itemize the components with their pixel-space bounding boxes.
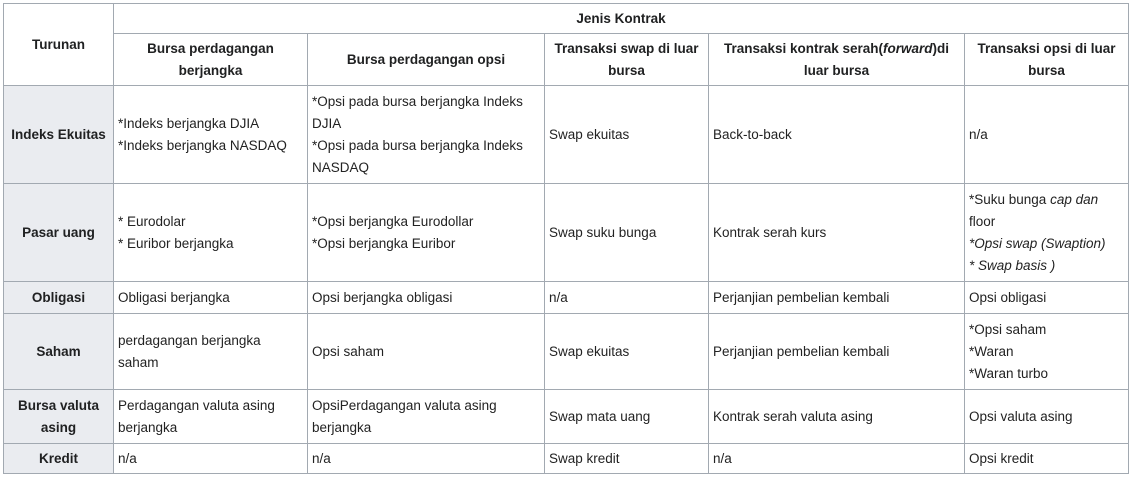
row-header: Bursa valuta asing (4, 390, 114, 444)
corner-header: Turunan (4, 4, 114, 86)
cell-line: *Indeks berjangka DJIA (118, 115, 260, 131)
table-cell: Perjanjian pembelian kembali (709, 314, 965, 390)
table-cell: Swap mata uang (545, 390, 709, 444)
column-header (709, 34, 965, 86)
table-cell: Opsi obligasi (965, 282, 1129, 314)
cell-part: cap dan (1050, 191, 1099, 207)
row-header: Pasar uang (4, 184, 114, 282)
table-cell (114, 184, 308, 282)
cell-part: *Suku bunga (969, 191, 1051, 207)
column-header-part: Transaksi kontrak serah( (723, 40, 884, 56)
row-header: Saham (4, 314, 114, 390)
cell-line: * Swap basis ) (969, 257, 1056, 273)
cell-line: *Opsi berjangka Euribor (312, 235, 456, 251)
cell-line: *Waran turbo (969, 365, 1049, 381)
table-cell: Obligasi berjangka (114, 282, 308, 314)
table-cell: n/a (308, 444, 545, 474)
table-cell (308, 86, 545, 184)
table-cell: Perdagangan valuta asing berjangka (114, 390, 308, 444)
table-cell: perdagangan berjangka saham (114, 314, 308, 390)
row-header: Kredit (4, 444, 114, 474)
table-cell: n/a (114, 444, 308, 474)
derivatives-table (3, 3, 1129, 474)
cell-line: *Opsi pada bursa berjangka Indeks NASDAQ (312, 137, 523, 175)
group-header: Jenis Kontrak (114, 4, 1129, 34)
table-cell: Back-to-back (709, 86, 965, 184)
column-header: Bursa perdagangan opsi (308, 34, 545, 86)
cell-line: floor (969, 213, 996, 229)
table-cell (308, 184, 545, 282)
table-cell: Opsi valuta asing (965, 390, 1129, 444)
table-cell: Swap ekuitas (545, 86, 709, 184)
table-cell: n/a (709, 444, 965, 474)
cell-line: * Eurodolar (118, 213, 186, 229)
cell-line: * Euribor berjangka (118, 235, 234, 251)
row-header: Indeks Ekuitas (4, 86, 114, 184)
table-cell: n/a (545, 282, 709, 314)
table-cell: OpsiPerdagangan valuta asing berjangka (308, 390, 545, 444)
table-cell: Kontrak serah kurs (709, 184, 965, 282)
table-cell: Opsi kredit (965, 444, 1129, 474)
cell-line: *Indeks berjangka NASDAQ (118, 137, 287, 153)
table-cell: Perjanjian pembelian kembali (709, 282, 965, 314)
column-header: Transaksi opsi di luar bursa (965, 34, 1129, 86)
column-header-part: forward (883, 40, 933, 56)
cell-line: *Opsi berjangka Eurodollar (312, 213, 474, 229)
table-row (4, 314, 1129, 390)
cell-line: *Opsi swap (Swaption) (969, 235, 1106, 251)
table-cell (965, 184, 1129, 282)
column-header-part: )di luar bursa (803, 40, 950, 78)
cell-line: *Opsi pada bursa berjangka Indeks DJIA (312, 93, 523, 131)
table-cell (965, 314, 1129, 390)
table-cell: Swap suku bunga (545, 184, 709, 282)
table-cell: Swap kredit (545, 444, 709, 474)
table-row (4, 390, 1129, 444)
table-cell: Kontrak serah valuta asing (709, 390, 965, 444)
table-cell: Opsi saham (308, 314, 545, 390)
table-row (4, 282, 1129, 314)
table-cell: Opsi berjangka obligasi (308, 282, 545, 314)
table-cell: n/a (965, 86, 1129, 184)
column-header: Bursa perdagangan berjangka (114, 34, 308, 86)
table-cell (114, 86, 308, 184)
table-row (4, 86, 1129, 184)
cell-line: *Waran (969, 343, 1014, 359)
column-header: Transaksi swap di luar bursa (545, 34, 709, 86)
row-header: Obligasi (4, 282, 114, 314)
table-cell: Swap ekuitas (545, 314, 709, 390)
cell-line: *Opsi saham (969, 321, 1047, 337)
table-row (4, 444, 1129, 474)
table-row (4, 184, 1129, 282)
